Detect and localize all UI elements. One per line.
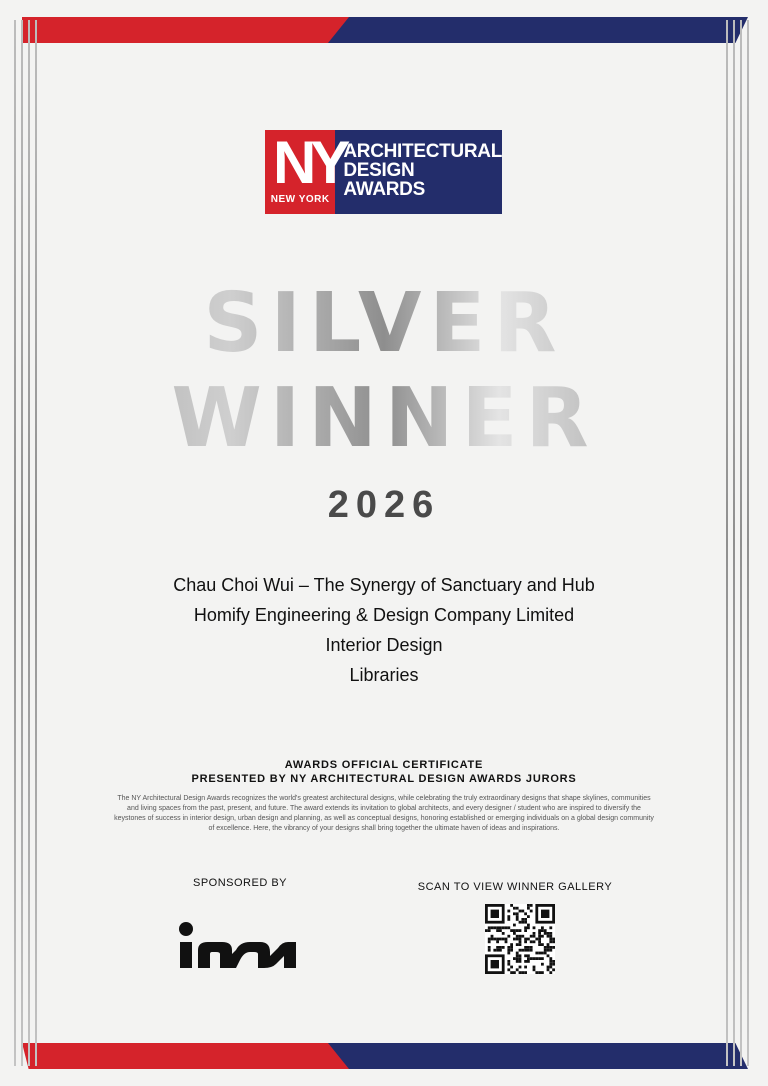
scan-gallery-label: SCAN TO VIEW WINNER GALLERY [417,881,613,893]
logo-red-block [265,129,345,214]
awards-logo [265,130,502,214]
sponsored-by-label: SPONSORED BY [192,877,288,889]
logo-line-3: AWARDS [343,179,425,200]
winner-details [0,570,768,690]
right-border-lines [720,20,750,1066]
logo-text-block [335,130,502,214]
logo-city: NEW YORK [270,194,330,205]
top-navy-ribbon [328,17,748,43]
logo-line-1: ARCHITECTURAL [343,141,502,162]
award-category: Interior Design [325,635,443,655]
project-name: Chau Choi Wui – The Synergy of Sanctuary and Hub [173,575,595,595]
company-name: Homify Engineering & Design Company Limited [193,605,575,625]
logo-line-2: DESIGN [343,160,415,181]
sponsor-logo [178,920,298,972]
certificate-presenter: PRESENTED BY NY ARCHITECTURAL DESIGN AWARDS JURORS [191,773,577,785]
award-subcategory: Libraries [349,665,419,685]
certificate-description: The NY Architectural Design Awards recognizes the world's greatest architectural designs, while celebrating the truly extraordinary designs that shape skylines, communities and living spaces from the past, present, and future. The award extends its invitation to global architects, and every designer / student who are inspired to diversify the keystones of success in interior design, urban design and planning, as well as conceptual designs, honoring established or emerging individuals on a global design community of excellence. Here, the vibrancy of your designs shall bring together the ultimate haven of ideas and inspirations. [114,795,654,832]
left-border-lines [14,20,44,1066]
logo-ny-mark: NY [273,129,345,196]
top-red-ribbon [22,17,352,43]
award-level-line2: WINNER [0,375,768,463]
winner-gallery-qr-code[interactable] [485,904,555,974]
award-level-line1: SILVER [0,280,768,368]
bottom-red-ribbon [22,1043,352,1069]
bottom-navy-ribbon [328,1043,748,1069]
certificate-heading: AWARDS OFFICIAL CERTIFICATE [284,759,484,771]
award-year: 2026 [327,484,441,526]
